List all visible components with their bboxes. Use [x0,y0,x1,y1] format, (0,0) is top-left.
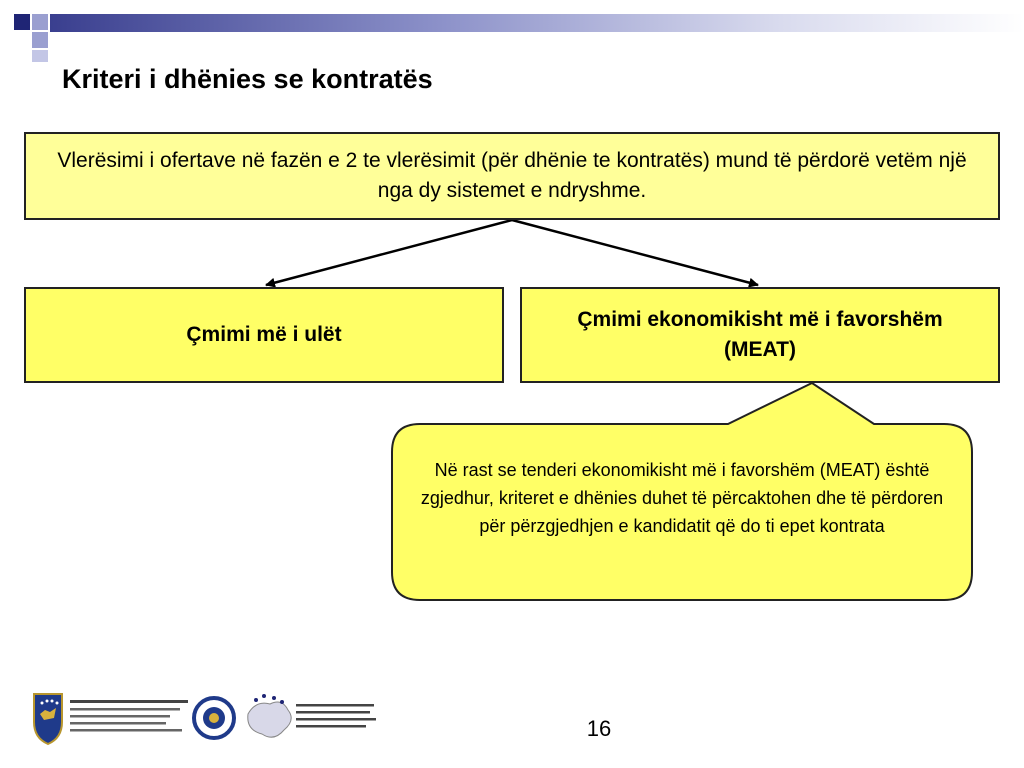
arrow-to-right-box [512,220,758,285]
footer-logos [30,688,390,748]
kosovo-coat-of-arms-logo [34,694,62,744]
institute-map-logo [248,694,376,737]
evaluation-statement-text: Vlerësimi i ofertave në fazën e 2 te vlerësimit (për dhënie te kontratës) mund të përdorë vetëm një nga dy sistemet e ndryshme. [57,149,967,202]
evaluation-statement-box [24,132,1000,220]
lowest-price-label: Çmimi më i ulët [186,323,342,346]
arrow-to-left-box [266,220,512,285]
callout-text: Në rast se tenderi ekonomikisht më i favorshëm (MEAT) është zgjedhur, kriteret e dhënies duhet të përcaktohen dhe të përdoren për përzgjedhjen e kandidatit që do ti epet kontrata [420,460,944,536]
page-number: 16 [586,716,612,741]
meat-label-line1: Çmimi ekonomikisht më i favorshëm [577,308,943,331]
round-seal-logo [194,698,234,738]
slide-title: Kriteri i dhënies se kontratës [62,64,433,94]
commission-text-logo [70,700,188,732]
meat-label-line2: (MEAT) [724,338,796,361]
lowest-price-box [24,287,504,383]
meat-box [520,287,1000,383]
